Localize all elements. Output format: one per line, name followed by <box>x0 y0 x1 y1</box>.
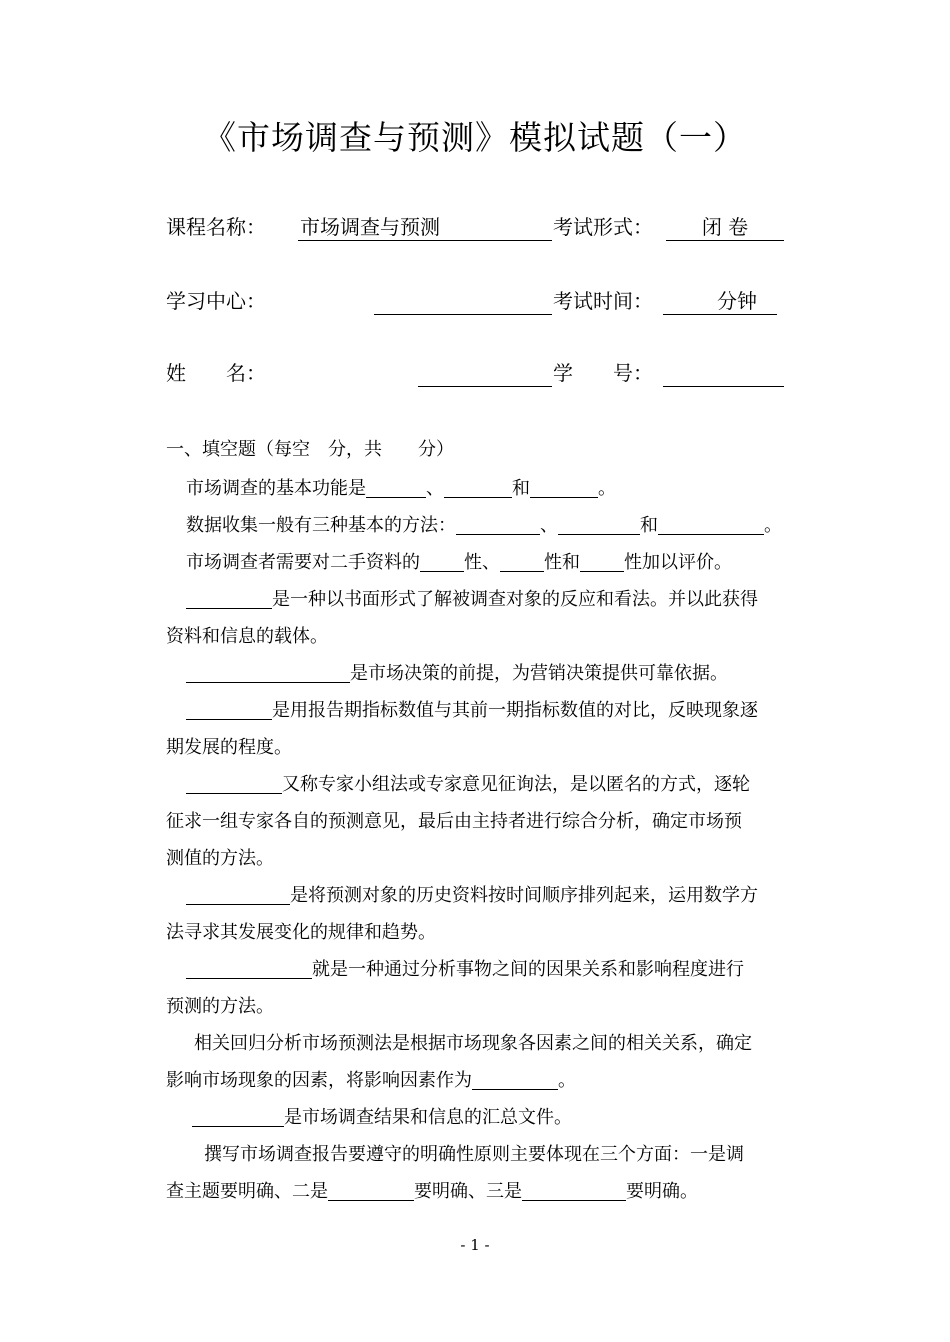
answer-blank[interactable] <box>522 1178 626 1201</box>
answer-blank[interactable] <box>366 475 426 498</box>
answer-blank[interactable] <box>420 549 464 572</box>
page-title: 《市场调查与预测》模拟试题（一） <box>203 118 747 157</box>
question-4: 是一种以书面形式了解被调查对象的反应和看法。并以此获得 <box>166 581 806 618</box>
question-12: 撰写市场调查报告要遵守的明确性原则主要体现在三个方面：一是调 <box>204 1144 744 1165</box>
answer-blank[interactable] <box>186 771 282 794</box>
question-6: 是用报告期指标数值与其前一期指标数值的对比，反映现象逐 <box>166 692 806 729</box>
answer-blank[interactable] <box>558 512 640 535</box>
question-7-cont: 征求一组专家各自的预测意见，最后由主持者进行综合分析，确定市场预 <box>166 811 742 832</box>
question-1: 市场调查的基本功能是 、 和 。 <box>166 470 806 507</box>
course-value: 市场调查与预测 <box>300 215 440 239</box>
course-field <box>298 210 552 241</box>
exam-time-label: 考试时间： <box>553 289 653 313</box>
answer-blank[interactable] <box>658 512 764 535</box>
exam-time-value: 分钟 <box>717 289 757 313</box>
question-8: 是将预测对象的历史资料按时间顺序排列起来，运用数学方 <box>166 877 806 914</box>
exam-form-label: 考试形式： <box>553 215 653 239</box>
question-9-cont: 预测的方法。 <box>166 996 274 1017</box>
center-label: 学习中心： <box>166 289 266 313</box>
answer-blank[interactable] <box>186 882 290 905</box>
question-4-cont: 资料和信息的载体。 <box>166 626 328 647</box>
answer-blank[interactable] <box>500 549 544 572</box>
student-id-field <box>663 356 784 387</box>
answer-blank[interactable] <box>186 660 350 683</box>
section-heading: 一、填空题（每空 分，共 分） <box>166 439 454 460</box>
answer-blank[interactable] <box>186 697 272 720</box>
exam-form-field <box>666 210 784 241</box>
question-6-cont: 期发展的程度。 <box>166 737 292 758</box>
question-12-cont: 查主题要明确、二是 要明确、三是 要明确。 <box>166 1173 786 1210</box>
course-row <box>166 210 786 244</box>
answer-blank[interactable] <box>472 1067 558 1090</box>
question-9: 就是一种通过分析事物之间的因果关系和影响程度进行 <box>166 951 806 988</box>
question-8-cont: 法寻求其发展变化的规律和趋势。 <box>166 922 436 943</box>
answer-blank[interactable] <box>580 549 624 572</box>
question-10: 相关回归分析市场预测法是根据市场现象各因素之间的相关关系，确定 <box>194 1033 752 1054</box>
exam-form-value: 闭 卷 <box>701 215 749 239</box>
center-field <box>374 284 552 315</box>
name-label: 姓 名： <box>166 361 266 385</box>
answer-blank[interactable] <box>328 1178 414 1201</box>
answer-blank[interactable] <box>444 475 512 498</box>
answer-blank[interactable] <box>186 956 312 979</box>
question-7-cont2: 测值的方法。 <box>166 848 274 869</box>
answer-blank[interactable] <box>456 512 540 535</box>
question-5: 是市场决策的前提，为营销决策提供可靠依据。 <box>166 655 806 692</box>
name-field <box>418 356 552 387</box>
question-10-cont: 影响市场现象的因素，将影响因素作为 。 <box>166 1062 786 1099</box>
center-row <box>166 284 786 318</box>
question-3: 市场调查者需要对二手资料的 性、 性和 性加以评价。 <box>166 544 806 581</box>
question-2: 数据收集一般有三种基本的方法： 、 和 。 <box>166 507 806 544</box>
name-row <box>166 356 786 390</box>
exam-time-field <box>663 284 777 315</box>
course-label: 课程名称： <box>166 215 266 239</box>
page-number: - 1 - <box>460 1236 490 1254</box>
answer-blank[interactable] <box>192 1104 284 1127</box>
question-11: 是市场调查结果和信息的汇总文件。 <box>166 1099 812 1136</box>
answer-blank[interactable] <box>530 475 598 498</box>
student-id-label: 学 号： <box>553 361 653 385</box>
question-7: 又称专家小组法或专家意见征询法，是以匿名的方式，逐轮 <box>166 766 806 803</box>
answer-blank[interactable] <box>186 586 272 609</box>
